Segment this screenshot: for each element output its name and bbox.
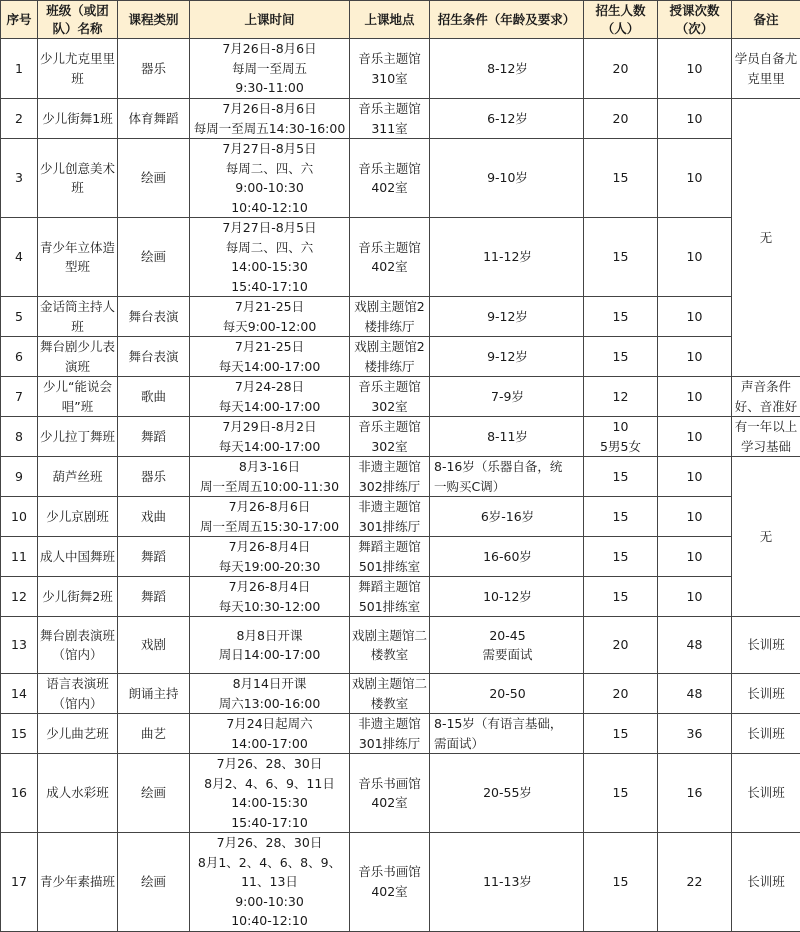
enroll-condition	[430, 139, 584, 218]
class-time-line: 每周二、四、六	[192, 238, 347, 258]
enroll-condition-line: 10-12岁	[434, 587, 581, 607]
class-time-line: 周一至周五10:00-11:30	[192, 477, 347, 497]
class-time	[190, 39, 350, 99]
class-time-line: 8月14日开课	[192, 674, 347, 694]
class-place	[350, 457, 430, 497]
enroll-condition-line: 16-60岁	[434, 547, 581, 567]
class-time-line: 每天19:00-20:30	[192, 557, 347, 577]
class-time-line: 14:00-15:30	[192, 793, 347, 813]
class-time-line: 7月26-8月4日	[192, 577, 347, 597]
enroll-condition-line: 6岁-16岁	[434, 507, 581, 527]
enroll-condition	[430, 218, 584, 297]
enroll-count	[584, 337, 658, 377]
row-number: 16	[1, 754, 38, 833]
class-time-line: 7月26、28、30日	[192, 833, 347, 853]
table-row	[1, 377, 800, 417]
enroll-condition-line: 需要面试	[434, 645, 581, 665]
course-category: 曲艺	[118, 714, 190, 754]
table-row	[1, 754, 800, 833]
class-place-line: 310室	[352, 69, 427, 89]
enroll-count	[584, 537, 658, 577]
enroll-count-line: 15	[586, 347, 655, 367]
table-row	[1, 99, 800, 139]
table-row	[1, 833, 800, 932]
class-place	[350, 297, 430, 337]
table-row	[1, 537, 800, 577]
class-time-line: 7月29日-8月2日	[192, 417, 347, 437]
class-time-line: 周一至周五15:30-17:00	[192, 517, 347, 537]
header-sessions: 授课次数（次）	[658, 1, 732, 39]
class-place-line: 非遗主题馆	[352, 714, 427, 734]
remark: 学员自备尤克里里	[732, 39, 800, 99]
remark: 长训班	[732, 833, 800, 932]
enroll-count	[584, 39, 658, 99]
table-row	[1, 39, 800, 99]
enroll-condition-line: 9-12岁	[434, 307, 581, 327]
class-name: 成人中国舞班	[38, 537, 118, 577]
class-time-line: 7月26-8月6日	[192, 497, 347, 517]
class-place-line: 舞蹈主题馆	[352, 577, 427, 597]
header-row	[1, 1, 800, 39]
class-place	[350, 39, 430, 99]
remark: 声音条件好、音准好	[732, 377, 800, 417]
session-count: 10	[658, 218, 732, 297]
class-place	[350, 497, 430, 537]
session-count: 10	[658, 537, 732, 577]
row-number: 7	[1, 377, 38, 417]
class-time-line: 每天14:00-17:00	[192, 437, 347, 457]
remark-merged: 无	[732, 99, 800, 377]
class-place-line: 音乐主题馆	[352, 377, 427, 397]
enroll-condition	[430, 417, 584, 457]
class-time-line: 10:40-12:10	[192, 198, 347, 218]
row-number: 14	[1, 674, 38, 714]
class-time	[190, 457, 350, 497]
table-row	[1, 218, 800, 297]
session-count: 10	[658, 297, 732, 337]
enroll-condition	[430, 497, 584, 537]
class-time-line: 8月1、2、4、6、8、9、	[192, 853, 347, 873]
row-number: 3	[1, 139, 38, 218]
table-body	[1, 39, 800, 932]
class-place-line: 音乐主题馆	[352, 238, 427, 258]
enroll-count	[584, 139, 658, 218]
enroll-count-line: 15	[586, 872, 655, 892]
class-name: 舞台剧少儿表演班	[38, 337, 118, 377]
class-place-line: 301排练厅	[352, 734, 427, 754]
class-place-line: 音乐主题馆	[352, 99, 427, 119]
enroll-condition	[430, 833, 584, 932]
class-time-line: 7月27日-8月5日	[192, 218, 347, 238]
class-place-line: 302室	[352, 397, 427, 417]
enroll-count	[584, 833, 658, 932]
header-no: 序号	[1, 1, 38, 39]
row-number: 8	[1, 417, 38, 457]
class-time	[190, 617, 350, 674]
enroll-condition	[430, 457, 584, 497]
class-place-line: 402室	[352, 793, 427, 813]
class-name: 少儿街舞1班	[38, 99, 118, 139]
enroll-count	[584, 297, 658, 337]
enroll-condition-line: 8-11岁	[434, 427, 581, 447]
course-category: 器乐	[118, 39, 190, 99]
enroll-count-line: 20	[586, 59, 655, 79]
class-time	[190, 674, 350, 714]
class-name: 语言表演班（馆内）	[38, 674, 118, 714]
class-time-line: 9:00-10:30	[192, 892, 347, 912]
course-category: 绘画	[118, 754, 190, 833]
row-number: 9	[1, 457, 38, 497]
class-time-line: 每天9:00-12:00	[192, 317, 347, 337]
row-number: 12	[1, 577, 38, 617]
class-time-line: 7月26-8月4日	[192, 537, 347, 557]
class-place-line: 302室	[352, 437, 427, 457]
class-time	[190, 497, 350, 537]
class-time	[190, 754, 350, 833]
class-time-line: 7月24-28日	[192, 377, 347, 397]
class-place	[350, 617, 430, 674]
class-name: 少儿京剧班	[38, 497, 118, 537]
class-place	[350, 537, 430, 577]
remark: 长训班	[732, 674, 800, 714]
row-number: 11	[1, 537, 38, 577]
row-number: 17	[1, 833, 38, 932]
enroll-condition	[430, 99, 584, 139]
header-time: 上课时间	[190, 1, 350, 39]
class-place-line: 311室	[352, 119, 427, 139]
class-time-line: 8月2、4、6、9、11日	[192, 774, 347, 794]
class-place-line: 402室	[352, 257, 427, 277]
class-time-line: 周日14:00-17:00	[192, 645, 347, 665]
enroll-count	[584, 377, 658, 417]
enroll-count	[584, 617, 658, 674]
class-time	[190, 714, 350, 754]
session-count: 10	[658, 139, 732, 218]
class-place	[350, 377, 430, 417]
enroll-condition-line: 9-10岁	[434, 168, 581, 188]
row-number: 15	[1, 714, 38, 754]
class-time-line: 每周二、四、六	[192, 159, 347, 179]
session-count: 10	[658, 337, 732, 377]
table-row	[1, 139, 800, 218]
class-place-line: 楼教室	[352, 645, 427, 665]
class-time	[190, 99, 350, 139]
enroll-condition-line: 8-12岁	[434, 59, 581, 79]
course-category: 舞蹈	[118, 537, 190, 577]
class-place-line: 楼教室	[352, 694, 427, 714]
class-time-line: 7月26日-8月6日	[192, 99, 347, 119]
enroll-count	[584, 497, 658, 537]
enroll-condition	[430, 39, 584, 99]
table-row	[1, 714, 800, 754]
table-row	[1, 617, 800, 674]
course-category: 绘画	[118, 218, 190, 297]
enroll-condition	[430, 377, 584, 417]
class-place-line: 非遗主题馆	[352, 457, 427, 477]
class-time-line: 14:00-15:30	[192, 257, 347, 277]
session-count: 10	[658, 39, 732, 99]
enroll-condition	[430, 337, 584, 377]
enroll-condition-line: 7-9岁	[434, 387, 581, 407]
class-time	[190, 218, 350, 297]
enroll-condition	[430, 577, 584, 617]
class-time-line: 7月26日-8月6日	[192, 39, 347, 59]
class-place	[350, 577, 430, 617]
remark-merged: 无	[732, 457, 800, 617]
class-time	[190, 537, 350, 577]
header-note: 备注	[732, 1, 800, 39]
class-name: 青少年素描班	[38, 833, 118, 932]
table-row	[1, 497, 800, 537]
class-time-line: 15:40-17:10	[192, 813, 347, 833]
row-number: 5	[1, 297, 38, 337]
row-number: 4	[1, 218, 38, 297]
class-place-line: 戏剧主题馆二	[352, 674, 427, 694]
enroll-count-line: 10	[586, 417, 655, 437]
class-place-line: 301排练厅	[352, 517, 427, 537]
class-place	[350, 139, 430, 218]
enroll-count-line: 15	[586, 507, 655, 527]
enroll-condition	[430, 674, 584, 714]
class-name: 葫芦丝班	[38, 457, 118, 497]
class-name: 少儿尤克里里班	[38, 39, 118, 99]
enroll-count-line: 15	[586, 783, 655, 803]
class-place-line: 音乐主题馆	[352, 159, 427, 179]
class-time-line: 14:00-17:00	[192, 734, 347, 754]
class-time-line: 每周一至周五14:30-16:00	[192, 119, 347, 139]
class-place-line: 501排练室	[352, 597, 427, 617]
session-count: 16	[658, 754, 732, 833]
class-time-line: 7月26、28、30日	[192, 754, 347, 774]
class-time-line: 8月3-16日	[192, 457, 347, 477]
enroll-count-line: 20	[586, 684, 655, 704]
course-category: 体育舞蹈	[118, 99, 190, 139]
class-place	[350, 337, 430, 377]
enroll-count	[584, 577, 658, 617]
session-count: 48	[658, 674, 732, 714]
table-row	[1, 577, 800, 617]
class-time	[190, 417, 350, 457]
class-name: 青少年立体造型班	[38, 218, 118, 297]
course-category: 舞台表演	[118, 337, 190, 377]
row-number: 1	[1, 39, 38, 99]
class-place	[350, 218, 430, 297]
header-condition: 招生条件（年龄及要求）	[430, 1, 584, 39]
course-category: 舞台表演	[118, 297, 190, 337]
class-name: 少儿街舞2班	[38, 577, 118, 617]
table-row	[1, 417, 800, 457]
header-category: 课程类别	[118, 1, 190, 39]
session-count: 10	[658, 577, 732, 617]
enroll-condition-line: 11-13岁	[434, 872, 581, 892]
class-name: 少儿创意美术班	[38, 139, 118, 218]
class-time-line: 15:40-17:10	[192, 277, 347, 297]
row-number: 2	[1, 99, 38, 139]
enroll-count-line: 15	[586, 724, 655, 744]
class-place	[350, 754, 430, 833]
class-place-line: 舞蹈主题馆	[352, 537, 427, 557]
class-time-line: 每天14:00-17:00	[192, 397, 347, 417]
class-time	[190, 577, 350, 617]
class-time-line: 每天10:30-12:00	[192, 597, 347, 617]
enroll-count	[584, 417, 658, 457]
enroll-count	[584, 218, 658, 297]
class-place	[350, 417, 430, 457]
class-place	[350, 833, 430, 932]
class-place-line: 非遗主题馆	[352, 497, 427, 517]
course-category: 绘画	[118, 139, 190, 218]
class-place	[350, 99, 430, 139]
table-row	[1, 337, 800, 377]
class-place-line: 楼排练厅	[352, 357, 427, 377]
class-time-line: 7月21-25日	[192, 297, 347, 317]
row-number: 10	[1, 497, 38, 537]
class-place	[350, 714, 430, 754]
enroll-condition-line: 6-12岁	[434, 109, 581, 129]
enroll-condition-line: 20-50	[434, 684, 581, 704]
class-name: 少儿曲艺班	[38, 714, 118, 754]
course-category: 舞蹈	[118, 417, 190, 457]
class-place-line: 402室	[352, 882, 427, 902]
enroll-count-line: 20	[586, 109, 655, 129]
enroll-condition-line: 9-12岁	[434, 347, 581, 367]
class-time-line: 7月24日起周六	[192, 714, 347, 734]
course-category: 器乐	[118, 457, 190, 497]
class-time-line: 9:30-11:00	[192, 78, 347, 98]
class-place-line: 501排练室	[352, 557, 427, 577]
class-time-line: 11、13日	[192, 872, 347, 892]
course-category: 戏剧	[118, 617, 190, 674]
session-count: 22	[658, 833, 732, 932]
enroll-condition-line: 一购买C调）	[434, 477, 581, 497]
class-time	[190, 377, 350, 417]
class-place-line: 音乐主题馆	[352, 49, 427, 69]
enroll-count-line: 15	[586, 587, 655, 607]
enroll-condition	[430, 754, 584, 833]
enroll-condition	[430, 714, 584, 754]
enroll-count-line: 20	[586, 635, 655, 655]
enroll-count	[584, 457, 658, 497]
enroll-count-line: 12	[586, 387, 655, 407]
class-time-line: 10:40-12:10	[192, 911, 347, 931]
table-row	[1, 674, 800, 714]
class-place-line: 戏剧主题馆二	[352, 626, 427, 646]
class-time	[190, 139, 350, 218]
enroll-condition-line: 8-15岁（有语言基础，	[434, 714, 581, 734]
course-category: 歌曲	[118, 377, 190, 417]
enroll-count	[584, 674, 658, 714]
enroll-condition	[430, 297, 584, 337]
class-place	[350, 674, 430, 714]
header-name: 班级（或团队）名称	[38, 1, 118, 39]
header-count: 招生人数（人）	[584, 1, 658, 39]
enroll-condition-line: 8-16岁（乐器自备，统	[434, 457, 581, 477]
course-category: 绘画	[118, 833, 190, 932]
remark: 长训班	[732, 617, 800, 674]
session-count: 10	[658, 99, 732, 139]
enroll-count-line: 15	[586, 547, 655, 567]
course-category: 舞蹈	[118, 577, 190, 617]
table-row	[1, 297, 800, 337]
class-time-line: 7月21-25日	[192, 337, 347, 357]
enroll-count-line: 5男5女	[586, 437, 655, 457]
row-number: 13	[1, 617, 38, 674]
class-place-line: 音乐主题馆	[352, 417, 427, 437]
class-time-line: 每周一至周五	[192, 59, 347, 79]
session-count: 36	[658, 714, 732, 754]
session-count: 10	[658, 457, 732, 497]
session-count: 10	[658, 377, 732, 417]
class-name: 成人水彩班	[38, 754, 118, 833]
class-place-line: 楼排练厅	[352, 317, 427, 337]
session-count: 10	[658, 497, 732, 537]
enroll-count	[584, 99, 658, 139]
course-category: 戏曲	[118, 497, 190, 537]
class-place-line: 戏剧主题馆2	[352, 337, 427, 357]
header-place: 上课地点	[350, 1, 430, 39]
class-time-line: 每天14:00-17:00	[192, 357, 347, 377]
session-count: 10	[658, 417, 732, 457]
enroll-count	[584, 754, 658, 833]
enroll-condition	[430, 617, 584, 674]
enroll-count-line: 15	[586, 307, 655, 327]
class-time-line: 8月8日开课	[192, 626, 347, 646]
enroll-condition-line: 20-55岁	[434, 783, 581, 803]
remark: 长训班	[732, 714, 800, 754]
class-place-line: 402室	[352, 178, 427, 198]
enroll-condition-line: 20-45	[434, 626, 581, 646]
class-place-line: 戏剧主题馆2	[352, 297, 427, 317]
class-name: 舞台剧表演班（馆内）	[38, 617, 118, 674]
class-name: 少儿拉丁舞班	[38, 417, 118, 457]
row-number: 6	[1, 337, 38, 377]
class-place-line: 302排练厅	[352, 477, 427, 497]
class-name: 金话筒主持人班	[38, 297, 118, 337]
class-time	[190, 337, 350, 377]
class-time	[190, 297, 350, 337]
enroll-count-line: 15	[586, 467, 655, 487]
enroll-condition-line: 11-12岁	[434, 247, 581, 267]
enroll-condition-line: 需面试）	[434, 734, 581, 754]
class-name: 少儿“能说会唱”班	[38, 377, 118, 417]
class-place-line: 音乐书画馆	[352, 774, 427, 794]
session-count: 48	[658, 617, 732, 674]
class-time-line: 7月27日-8月5日	[192, 139, 347, 159]
class-time	[190, 833, 350, 932]
enroll-count-line: 15	[586, 247, 655, 267]
remark: 有一年以上学习基础	[732, 417, 800, 457]
course-category: 朗诵主持	[118, 674, 190, 714]
class-time-line: 周六13:00-16:00	[192, 694, 347, 714]
class-place-line: 音乐书画馆	[352, 862, 427, 882]
enroll-condition	[430, 537, 584, 577]
class-time-line: 9:00-10:30	[192, 178, 347, 198]
enroll-count	[584, 714, 658, 754]
enroll-count-line: 15	[586, 168, 655, 188]
table-row	[1, 457, 800, 497]
remark: 长训班	[732, 754, 800, 833]
